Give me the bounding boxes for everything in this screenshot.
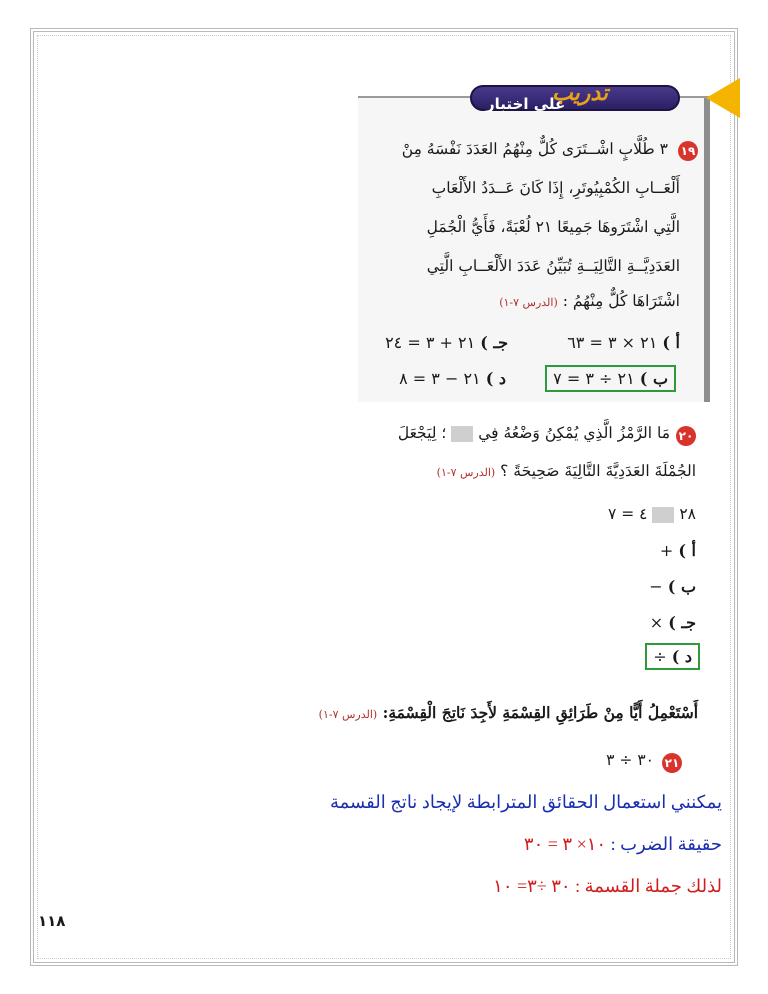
banner-title: على اختبار [486,95,566,113]
option-a[interactable] [660,541,696,560]
page-number: ١١٨ [38,912,66,930]
option-text: ٢١ × ٣ = ٦٣ [567,333,658,352]
option-text: × [649,613,664,632]
option-text: ٢١ − ٣ = ٨ [399,369,481,388]
answer-label: لذلك جملة القسمة : [575,876,722,896]
equation [608,505,696,523]
question-line: اشْتَرَاهَا كُلٌّ مِنْهُمُ : [562,292,680,310]
answer-label: حقيقة الضرب : [610,834,722,854]
option-text: ÷ [653,647,667,666]
option-text: ٢١ ÷ ٣ = ٧ [553,369,635,388]
question-line: أَلْعَــابِ الكُمْبِيُوتَرِ، إِذَا كَانَ عَــدَدُ الأَلْعَابِ [431,179,680,197]
option-label: ب ) [639,369,668,388]
option-c[interactable] [385,333,508,352]
option-d[interactable] [399,369,506,388]
question-line-last [499,292,680,310]
use-heading-text: أَسْتَعْمِلُ أَيًّا مِنْ طَرَائِقِ القِسْمَةِ لأَجِدَ نَاتِجَ الْقِسْمَةِ: [382,703,698,722]
option-text: + [659,541,674,560]
option-label: أ ) [678,541,696,560]
question-line: الَّتِي اشْتَرَوهَا جَمِيعًا ٢١ لُعْبَةً، فَأَيُّ الْجُمَلِ [426,218,680,236]
answer-line-3 [493,876,722,897]
option-a[interactable] [567,333,680,352]
option-b-correct[interactable] [545,365,676,392]
question-line: العَدَدِيَّــةِ التَّالِيَــةِ تُبَيِّنُ عَدَدَ الأَلْعَــابِ الَّتِي [426,257,680,275]
equation-left: ٢٨ [679,505,696,523]
practice-banner [470,80,688,116]
question-number: ١٩ [678,141,698,161]
question-line: ٣ طُلَّابٍ اشْــتَرَى كُلٌّ مِنْهُمُ العَدَدَ نَفْسَهُ مِنْ [401,140,668,158]
option-label: جـ ) [480,333,508,352]
question-text-part: ؛ لِيَجْعَلَ [397,424,447,442]
option-b[interactable] [649,577,696,596]
lesson-ref: (الدرس ٧-١) [318,708,378,721]
equation-right: ٤ = ٧ [607,505,648,523]
question-number: ٢١ [662,753,682,773]
use-heading [319,703,698,722]
option-label: جـ ) [668,613,696,632]
lesson-ref: (الدرس ٧-١) [436,466,496,479]
option-text: ٢١ + ٣ = ٢٤ [385,333,476,352]
option-c[interactable] [650,613,696,632]
banner-arrow-icon [706,78,740,118]
blank-box [451,426,473,442]
answer-line-2 [524,834,722,855]
question-line [437,462,696,480]
division-expression: ٣٠ ÷ ٣ [606,751,654,769]
question-text-part: الجُمْلَةَ العَدَدِيَّةَ التَّالِيَةَ صَحِيحَةً ؟ [500,462,696,480]
option-d-correct[interactable] [645,643,700,670]
option-label: ب ) [667,577,696,596]
answer-expression: ٣٠ ÷٣= ١٠ [493,876,571,896]
option-label: أ ) [662,333,680,352]
question-text-part: مَا الرَّمْزُ الَّذِي يُمْكِنُ وَضْعُهُ فِي [478,424,670,442]
option-label: د ) [485,369,506,388]
option-text: − [649,577,663,596]
banner-logo: تدريب [552,80,609,106]
question-number: ٢٠ [676,426,696,446]
option-label: د ) [671,647,692,666]
answer-line-1: يمكنني استعمال الحقائق المترابطة لإيجاد ناتج القسمة [329,792,722,812]
question-line [398,424,670,442]
answer-expression: ١٠× ٣ = ٣٠ [523,834,607,854]
lesson-ref: (الدرس ٧-١) [499,296,558,309]
blank-box [652,507,674,523]
